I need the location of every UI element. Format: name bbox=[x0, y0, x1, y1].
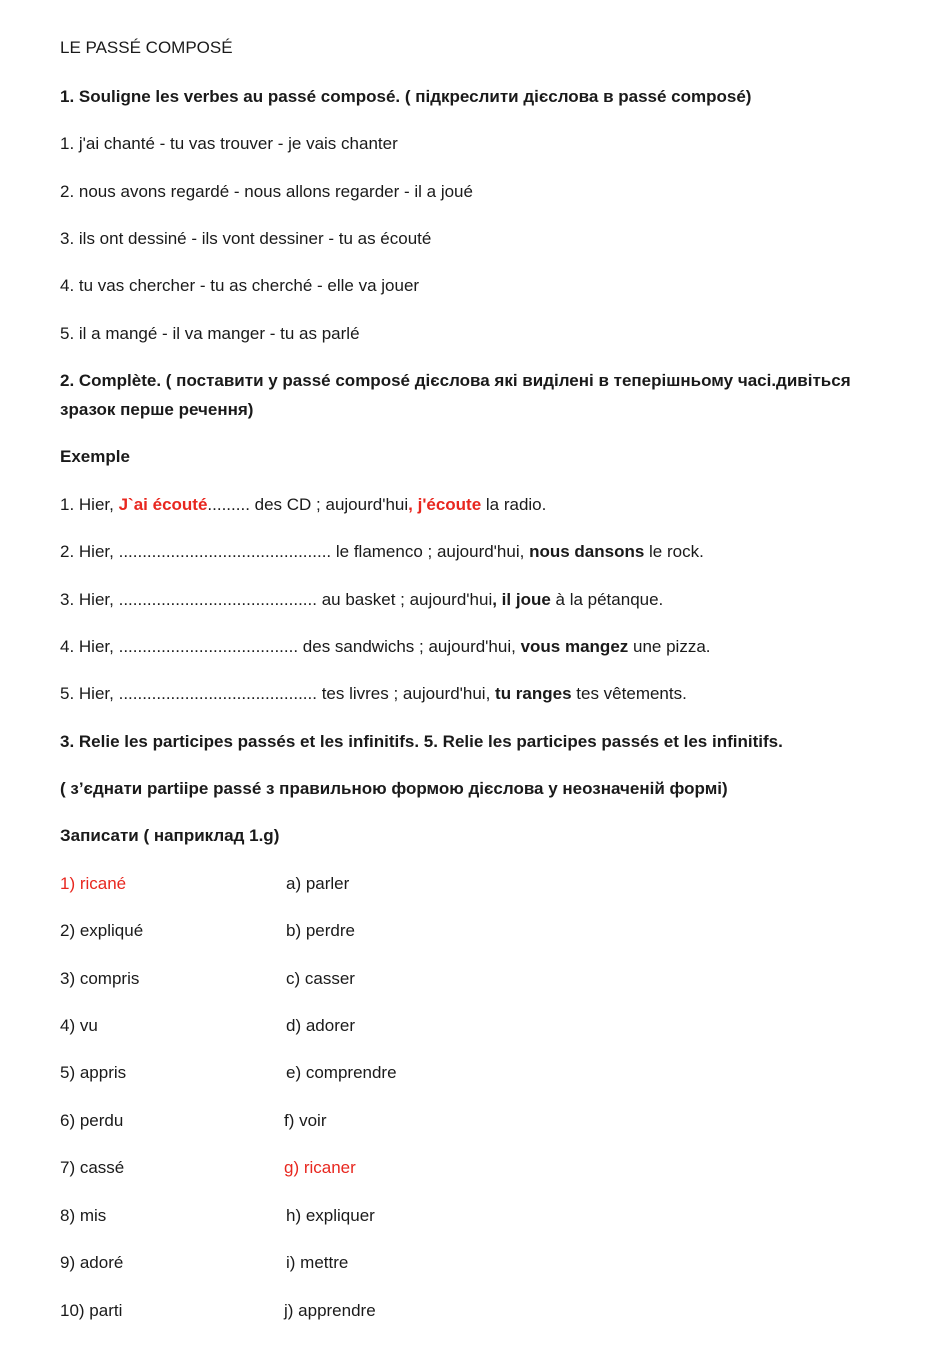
sentence-prefix: 4. Hier, bbox=[60, 637, 119, 656]
participle-item[interactable]: 2) expliqué bbox=[60, 921, 144, 940]
participle-item[interactable]: 8) mis bbox=[60, 1206, 107, 1225]
participle-item[interactable]: 6) perdu bbox=[60, 1111, 124, 1130]
infinitive-item[interactable]: h) expliquer bbox=[286, 1206, 375, 1225]
present-verb: , il joue bbox=[492, 590, 551, 609]
infinitive-item[interactable]: c) casser bbox=[286, 969, 355, 988]
participle-item[interactable]: 10) parti bbox=[60, 1301, 123, 1320]
sentence-prefix: 1. Hier, bbox=[60, 495, 119, 514]
participle-item[interactable]: 1) ricané bbox=[60, 874, 127, 893]
sentence-end: tes vêtements. bbox=[571, 684, 687, 703]
exercise-1-item: 4. tu vas chercher - tu as cherché - elle va jouer bbox=[60, 276, 420, 295]
exercise-2-sentence bbox=[60, 494, 546, 516]
exercise-2-heading-line1: 2. Complète. ( поставити у passé composé дієслова які виділені в теперішньому часі.дивіться bbox=[60, 371, 851, 390]
answer-dots: ......... bbox=[207, 495, 255, 514]
present-verb: j'écoute bbox=[417, 495, 482, 514]
page-title: LE PASSÉ COMPOSÉ bbox=[60, 38, 233, 57]
answer-blank[interactable]: .......................................... bbox=[118, 590, 317, 609]
sentence-middle: des sandwichs ; aujourd'hui, bbox=[298, 637, 521, 656]
participle-item[interactable]: 4) vu bbox=[60, 1016, 98, 1035]
example-label: Exemple bbox=[60, 447, 130, 466]
sentence-middle: au basket ; aujourd'hui bbox=[316, 590, 493, 609]
exercise-2-sentence bbox=[60, 589, 663, 611]
answer-blank[interactable]: ...................................... bbox=[118, 637, 299, 656]
present-verb: vous mangez bbox=[520, 637, 629, 656]
exercise-3-subheading: ( з’єднати partiipe passé з правильною формою дієслова у неозначеній формі) bbox=[60, 779, 728, 798]
sentence-prefix: 2. Hier, bbox=[60, 542, 119, 561]
present-verb: nous dansons bbox=[529, 542, 645, 561]
infinitive-item[interactable]: a) parler bbox=[286, 874, 350, 893]
answer-blank[interactable]: ............................................. bbox=[118, 542, 332, 561]
sentence-middle: des CD ; aujourd'hui bbox=[254, 495, 409, 514]
example-answer: J`ai écouté bbox=[118, 495, 208, 514]
infinitive-item[interactable]: b) perdre bbox=[286, 921, 355, 940]
exercise-1-item: 5. il a mangé - il va manger - tu as parlé bbox=[60, 324, 360, 343]
sentence-end: le rock. bbox=[644, 542, 704, 561]
sentence-end: une pizza. bbox=[628, 637, 711, 656]
exercise-3-heading: 3. Relie les participes passés et les infinitifs. 5. Relie les participes passés et les infinitifs. bbox=[60, 732, 783, 751]
exercise-1-heading: 1. Souligne les verbes au passé composé. ( підкреслити дієслова в passé composé) bbox=[60, 87, 752, 106]
infinitive-item[interactable]: d) adorer bbox=[286, 1016, 355, 1035]
exercise-2-sentence bbox=[60, 636, 711, 658]
present-verb: tu ranges bbox=[495, 684, 572, 703]
sentence-prefix: 3. Hier, bbox=[60, 590, 119, 609]
infinitive-item[interactable]: j) apprendre bbox=[284, 1301, 376, 1320]
exercise-1-item: 2. nous avons regardé - nous allons regarder - il a joué bbox=[60, 182, 473, 201]
infinitive-item[interactable]: i) mettre bbox=[286, 1253, 349, 1272]
sentence-end: à la pétanque. bbox=[550, 590, 664, 609]
sentence-middle: tes livres ; aujourd'hui, bbox=[316, 684, 496, 703]
sentence-prefix: 5. Hier, bbox=[60, 684, 119, 703]
answer-blank[interactable]: .......................................... bbox=[118, 684, 317, 703]
exercise-1-item: 1. j'ai chanté - tu vas trouver - je vais chanter bbox=[60, 134, 398, 153]
exercise-2-heading-line2: зразок перше речення) bbox=[60, 400, 254, 419]
sentence-end: la radio. bbox=[481, 495, 547, 514]
infinitive-item[interactable]: e) comprendre bbox=[286, 1063, 397, 1082]
exercise-2-sentence bbox=[60, 541, 704, 563]
infinitive-item[interactable]: f) voir bbox=[284, 1111, 327, 1130]
sentence-middle: le flamenco ; aujourd'hui, bbox=[331, 542, 530, 561]
participle-item[interactable]: 5) appris bbox=[60, 1063, 127, 1082]
participle-item[interactable]: 9) adoré bbox=[60, 1253, 124, 1272]
infinitive-item[interactable]: g) ricaner bbox=[284, 1158, 356, 1177]
participle-item[interactable]: 3) compris bbox=[60, 969, 140, 988]
participle-item[interactable]: 7) cassé bbox=[60, 1158, 125, 1177]
exercise-1-item: 3. ils ont dessiné - ils vont dessiner - tu as écouté bbox=[60, 229, 432, 248]
sentence-comma: , bbox=[408, 495, 418, 514]
exercise-2-sentence bbox=[60, 683, 687, 705]
exercise-3-instruction: Записати ( наприклад 1.g) bbox=[60, 826, 280, 845]
